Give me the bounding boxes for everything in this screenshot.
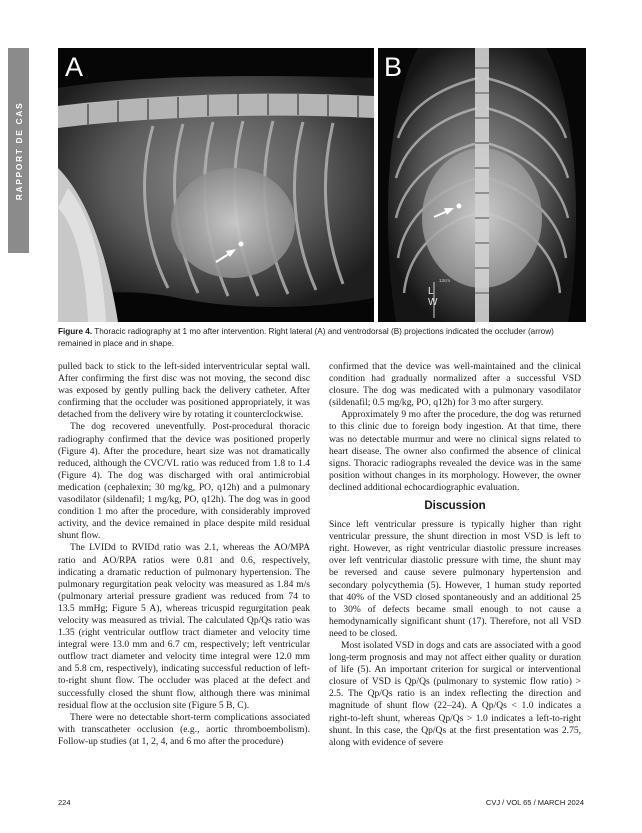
- side-tab-label: RAPPORT DE CAS: [13, 101, 24, 200]
- left-column: [58, 361, 310, 748]
- caption-label: Figure 4.: [58, 327, 93, 336]
- section-heading-discussion: Discussion: [424, 500, 486, 513]
- section-side-tab: [8, 48, 29, 253]
- paragraph: Since left ventricular pressure is typically higher than right ventricular pressure, the shunt direction in most VSD is left to right. However, as right ventricular diastolic pressure increases over left ventricular diastolic pressure with time, the shunt may be reversed and cause severe pulmonary hypertension and secondary polycythemia (5). However, 1 human study reported that 40% of the VSD closed spontaneously and an additional 25 to 30% of defects became small enough to not cause a hemodynamically significant shunt (17). Therefore, not all VSD need to be closed.: [329, 519, 581, 639]
- paragraph: Most isolated VSD in dogs and cats are associated with a good long-term prognosis and may not affect either quality or duration of life (5). An important criterion for surgical or interventional closure of VSD is Qp/Qs (pulmonary to systemic flow ratio) > 2.5. The Qp/Qs ratio is an index reflecting the direction and magnitude of shunt flow (22–24). A Qp/Qs < 1.0 indicates a right-to-left shunt, whereas Qp/Qs > 1.0 indicates a left-to-right shunt. In this case, the Qp/Qs at the first presentation was 2.75, along with evidence of severe: [329, 639, 581, 748]
- journal-info: CVJ / VOL 65 / MARCH 2024: [485, 798, 584, 807]
- side-marker: [428, 287, 437, 308]
- figure-4: [58, 48, 586, 322]
- caption-text: Thoracic radiography at 1 mo after intervention. Right lateral (A) and ventrodorsal (B) projections indicated the occluder (arrow) remained in place and in shape.: [58, 327, 554, 348]
- lateral-radiograph-image: [58, 48, 374, 322]
- right-column: [329, 361, 581, 749]
- paragraph: Approximately 9 mo after the procedure, the dog was returned to this clinic due to foreign body ingestion. At that time, there was no detectable murmur and were no clinical signs related to heart disease. The owner also confirmed the absence of clinical signs. Thoracic radiographs revealed the device was in the same position without changes in its morphology. However, the owner declined additional echocardiographic evaluation.: [329, 409, 581, 493]
- side-marker-top: L: [428, 286, 434, 297]
- radiograph-lateral-panel: [58, 48, 374, 322]
- panel-b-label: B: [384, 52, 403, 82]
- radiograph-ventrodorsal-panel: [378, 48, 586, 322]
- figure-caption: [58, 326, 586, 349]
- paragraph: The dog recovered uneventfully. Post-procedural thoracic radiography confirmed that the device was positioned properly (Figure 4). After the procedure, heart size was not dramatically reduced, although the CVC/VL ratio was reduced from 1.8 to 1.4 (Figure 4). The dog was discharged with oral antimicrobial medication (cephalexin; 30 mg/kg, PO, q12h) and a pulmonary vasodilator (sildenafil; 1 mg/kg, PO, q12h). The dog was in good condition 1 mo after the procedure, with considerably improved activity, and the device remained in place despite mild residual shunt flow.: [58, 421, 310, 542]
- paragraph: pulled back to stick to the left-sided interventricular septal wall. After confirming the first disc was not moving, the second disc was exposed by gently pulling back the delivery catheter. After confirming that the occluder was positioned appropriately, it was detached from the delivery wire by rotating it counterclockwise.: [58, 361, 310, 421]
- paragraph: confirmed that the device was well-maintained and the clinical condition had gradually normalized after a successful VSD closure. The dog was medicated with a pulmonary vasodilator (sildenafil; 0.5 mg/kg, PO, q12h) for 3 mo after surgery.: [329, 361, 581, 409]
- ventrodorsal-radiograph-image: [378, 48, 586, 322]
- paragraph: The LVIDd to RVIDd ratio was 2.1, whereas the AO/MPA ratio and AO/RPA ratios were 0.81 and 0.6, respectively, indicating a dramatic reduction of pulmonary hypertension. The pulmonary regurgitation peak velocity was measured as 1.84 m/s (pulmonary arterial pressure gradient was reduced from 74 to 13.5 mmHg; Figure 5 A), whereas tricuspid regurgitation peak velocity was measured as trivial. The calculated Qp/Qs ratio was 1.35 (right ventricular outflow tract diameter and velocity time integral were 13.0 mm and 6.7 cm, respectively; left ventricular outflow tract diameter and velocity time integral were 12.0 mm and 5.8 cm, respectively), indicating successful reduction of left-to-right shunt flow. The occluder was placed at the defect and successfully closed the shunt flow, although there was minimal residual flow at the occlusion site (Figure 5 B, C).: [58, 542, 310, 711]
- scale-label: 13cm: [439, 278, 451, 283]
- side-marker-bottom: W: [428, 296, 438, 308]
- page-number: 224: [58, 798, 71, 807]
- paragraph: There were no detectable short-term complications associated with transcatheter occlusion (e.g., aortic thromboembolism). Follow-up studies (at 1, 2, 4, and 6 mo after the procedure): [58, 711, 310, 747]
- panel-a-label: A: [65, 52, 84, 82]
